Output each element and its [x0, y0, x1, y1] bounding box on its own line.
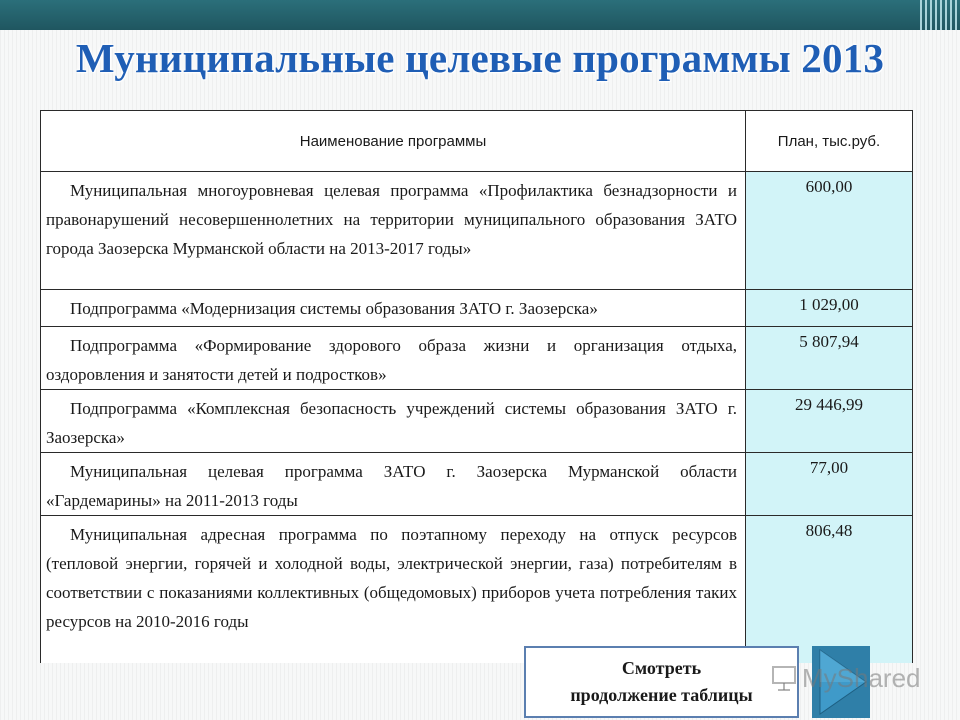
table-row [41, 390, 913, 453]
top-band [0, 0, 960, 30]
program-name-cell: Подпрограмма «Формирование здорового образа жизни и организация отдыха, оздоровления и занятости детей и подростков» [41, 327, 746, 390]
table-header-row [41, 111, 913, 172]
plan-value-cell: 600,00 [746, 172, 913, 290]
program-name-cell: Подпрограмма «Модернизация системы образования ЗАТО г. Заозерска» [41, 290, 746, 327]
slide-title: Муниципальные целевые программы 2013 [75, 35, 885, 81]
program-name-cell: Муниципальная многоуровневая целевая программа «Профилактика безнадзорности и правонарушений несовершеннолетних на территории муниципального образования ЗАТО города Заозерска Мурманской области на 2013-2017 годы» [41, 172, 746, 290]
next-slide-button[interactable] [812, 646, 870, 718]
plan-value-cell: 77,00 [746, 453, 913, 516]
table-row [41, 327, 913, 390]
see-table-continuation-button[interactable] [524, 646, 799, 718]
header-plan: План, тыс.руб. [746, 111, 913, 172]
plan-value-cell: 5 807,94 [746, 327, 913, 390]
plan-value-cell: 806,48 [746, 516, 913, 663]
plan-value-cell: 1 029,00 [746, 290, 913, 327]
plan-value-cell: 29 446,99 [746, 390, 913, 453]
header-program-name: Наименование программы [41, 111, 746, 172]
program-name-cell: Муниципальная целевая программа ЗАТО г. Заозерска Мурманской области «Гардемарины» на 2011-2013 годы [41, 453, 746, 516]
table-row [41, 290, 913, 327]
see-table-continuation-label: Смотреть продолжение таблицы [570, 658, 753, 705]
program-name-cell: Муниципальная адресная программа по поэтапному переходу на отпуск ресурсов (тепловой энергии, горячей и холодной воды, электрической энергии, газа) потребителям в соответствии с показаниями коллективных (общедомовых) приборов учета потребления таких ресурсов на 2010-2016 годы [41, 516, 746, 663]
table-row [41, 453, 913, 516]
programs-table [40, 110, 913, 663]
top-stripes-decoration [920, 0, 960, 30]
triangle-right-icon [812, 646, 870, 718]
program-name-cell: Подпрограмма «Комплексная безопасность учреждений системы образования ЗАТО г. Заозерска» [41, 390, 746, 453]
watermark-text: MyShared [802, 662, 921, 693]
table-row [41, 172, 913, 290]
table-row [41, 516, 913, 663]
